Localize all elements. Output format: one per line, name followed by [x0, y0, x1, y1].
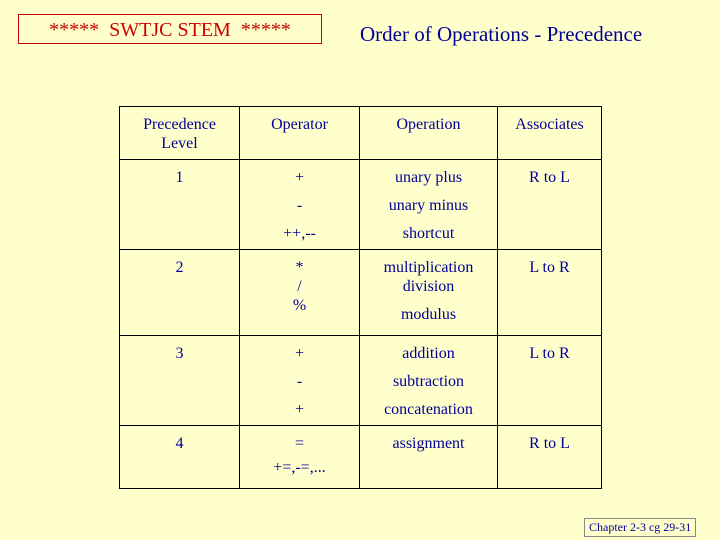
operation-value: multiplication [383, 259, 474, 276]
operation-value: modulus [400, 306, 457, 323]
operation-value: division [402, 278, 455, 295]
operator-value: * [295, 259, 304, 276]
operation-cell [360, 426, 498, 489]
operation-cell [360, 160, 498, 250]
chapter-reference: Chapter 2-3 cg 29-31 [584, 518, 696, 537]
operator-value: / [297, 278, 302, 295]
associates-cell: R to L [498, 160, 602, 250]
header-precedence-level [120, 107, 240, 160]
operator-value: % [292, 297, 307, 314]
operator-cell [240, 426, 360, 489]
header-associates: Associates [498, 107, 602, 160]
associates-cell: R to L [498, 426, 602, 489]
slide-title: Order of Operations - Precedence [360, 22, 643, 46]
level-cell: 2 [120, 250, 240, 336]
header-level-line: Level [161, 135, 198, 152]
header-precedence-line: Precedence [143, 116, 216, 133]
table-row [120, 250, 602, 336]
associates-cell: L to R [498, 336, 602, 426]
operator-value: - [296, 197, 303, 214]
operator-cell [240, 160, 360, 250]
associates-cell: L to R [498, 250, 602, 336]
header-operation: Operation [360, 107, 498, 160]
operator-cell [240, 336, 360, 426]
level-cell: 3 [120, 336, 240, 426]
operation-value: addition [402, 345, 455, 362]
precedence-table [119, 106, 602, 489]
operator-value: ++,-- [283, 225, 316, 242]
operation-value: unary minus [388, 197, 469, 214]
operation-value: subtraction [392, 373, 465, 390]
table-header-row [120, 107, 602, 160]
header-operator: Operator [240, 107, 360, 160]
operation-value: concatenation [384, 401, 473, 418]
operation-value: unary plus [394, 169, 463, 186]
operator-value: +=,-=,... [273, 459, 326, 476]
operator-value: = [294, 435, 305, 452]
header-badge: ***** SWTJC STEM ***** [18, 14, 322, 44]
operation-cell [360, 336, 498, 426]
operator-value: + [294, 401, 305, 418]
operator-value: + [294, 169, 305, 186]
operator-cell [240, 250, 360, 336]
table-row [120, 160, 602, 250]
operation-value: shortcut [402, 225, 455, 242]
level-cell: 4 [120, 426, 240, 489]
operation-cell [360, 250, 498, 336]
table-row [120, 426, 602, 489]
operator-value: + [294, 345, 305, 362]
level-cell: 1 [120, 160, 240, 250]
operation-value: assignment [392, 435, 465, 452]
table-row [120, 336, 602, 426]
operator-value: - [296, 373, 303, 390]
